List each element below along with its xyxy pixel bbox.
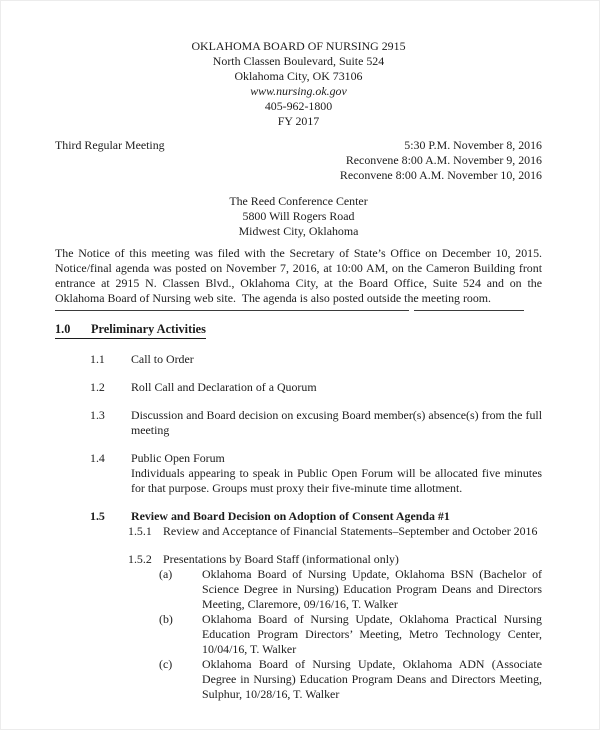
agenda-item-1-2 [90, 380, 542, 395]
item-text-line: Oklahoma Board of Nursing Update, Oklahoma Practical Nursing [202, 611, 542, 626]
agenda-item-1-5 [90, 509, 542, 524]
item-text: Review and Acceptance of Financial Statements–September and October 2016 [163, 523, 538, 538]
item-title: Public Open Forum [131, 450, 225, 465]
item-number: 1.5 [90, 508, 105, 523]
section-heading [55, 322, 542, 339]
item-text: Call to Order [131, 351, 194, 366]
item-text-line: Education Program Directors’ Meeting, Metro Technology Center, [202, 626, 542, 641]
item-text: Presentations by Board Staff (informational only) [163, 551, 399, 566]
item-note-line: for that purpose. Groups must proxy their five-minute time allotment. [131, 480, 463, 495]
meeting-datetime-line: Reconvene 8:00 A.M. November 10, 2016 [339, 168, 542, 182]
notice-line: Notice/final agenda was posted on November 7, 2016, at 10:00 AM, on the Cameron Building front [55, 261, 542, 275]
agenda-item-1-4 [90, 451, 542, 496]
section-heading-underline [55, 322, 206, 339]
item-text [202, 657, 542, 702]
item-text-line: Meeting, Claremore, 09/16/16, T. Walker [202, 596, 398, 611]
agenda-item-1-5-2 [128, 552, 542, 567]
item-number: 1.1 [90, 351, 105, 366]
section-number: 1.0 [55, 322, 71, 336]
org-address-line1: North Classen Boulevard, Suite 524 [212, 54, 385, 68]
item-number: 1.2 [90, 379, 105, 394]
divider-rule [55, 310, 542, 312]
meeting-datetime-line: 5:30 P.M. November 8, 2016 [404, 138, 542, 152]
venue-line: The Reed Conference Center [229, 194, 368, 208]
agenda-item-1-5-1 [128, 524, 542, 539]
item-number: 1.4 [90, 450, 105, 465]
item-letter: (b) [159, 611, 173, 626]
item-letter: (c) [159, 656, 173, 671]
notice-line: entrance at 2915 N. Classen Blvd., Oklahoma City, at the Board Office, Suite 524 and on the [55, 276, 542, 290]
venue-line: 5800 Will Rogers Road [242, 209, 355, 223]
item-number: 1.3 [90, 407, 105, 422]
notice-paragraph [55, 246, 542, 306]
item-text [131, 451, 542, 496]
item-text-line: Oklahoma Board of Nursing Update, Oklahoma BSN (Bachelor of [202, 566, 542, 581]
org-address-line2: Oklahoma City, OK 73106 [234, 69, 363, 83]
item-number: 1.5.2 [128, 551, 152, 566]
meeting-datetimes [340, 138, 542, 183]
notice-line: Oklahoma Board of Nursing web site. The agenda is also posted outside the meeting room. [55, 291, 492, 305]
agenda-item-1-5-2-c [159, 657, 542, 702]
item-text-line: Sulphur, 10/28/16, T. Walker [202, 686, 340, 701]
divider-segment [55, 310, 409, 311]
item-text-line: meeting [131, 422, 170, 437]
item-note-line: Individuals appearing to speak in Public Open Forum will be allocated five minutes [131, 465, 542, 480]
letterhead [55, 39, 542, 129]
org-website: www.nursing.ok.gov [250, 84, 347, 98]
item-text-line: Oklahoma Board of Nursing Update, Oklahoma ADN (Associate [202, 656, 542, 671]
item-text: Roll Call and Declaration of a Quorum [131, 379, 317, 394]
meeting-schedule-block [55, 138, 542, 183]
item-text [131, 408, 542, 438]
agenda-item-1-3 [90, 408, 542, 438]
agenda-item-1-1 [90, 352, 542, 367]
item-text-line: Degree in Nursing) Education Program Deans and Directors Meeting, [202, 671, 542, 686]
agenda-item-1-5-2-b [159, 612, 542, 657]
venue-block [55, 194, 542, 239]
notice-line: The Notice of this meeting was filed with the Secretary of State’s Office on December 10, 2015. [55, 246, 542, 260]
venue-line: Midwest City, Oklahoma [238, 224, 359, 238]
org-phone: 405-962-1800 [264, 99, 333, 113]
item-number: 1.5.1 [128, 523, 152, 538]
divider-segment [414, 310, 524, 311]
item-text-line: 10/04/16, T. Walker [202, 641, 297, 656]
item-text [202, 612, 542, 657]
item-title: Review and Board Decision on Adoption of Consent Agenda #1 [131, 508, 450, 523]
item-letter: (a) [159, 566, 173, 581]
item-text [202, 567, 542, 612]
meeting-datetime-line: Reconvene 8:00 A.M. November 9, 2016 [345, 153, 542, 167]
meeting-name: Third Regular Meeting [55, 138, 165, 152]
org-name: OKLAHOMA BOARD OF NURSING 2915 [191, 39, 406, 53]
fiscal-year: FY 2017 [277, 114, 320, 128]
agenda-item-1-5-2-a [159, 567, 542, 612]
item-text-line: Science Degree in Nursing) Education Program Deans and Directors [202, 581, 542, 596]
section-title: Preliminary Activities [91, 322, 206, 336]
item-text-line: Discussion and Board decision on excusing Board member(s) absence(s) from the full [131, 407, 542, 422]
